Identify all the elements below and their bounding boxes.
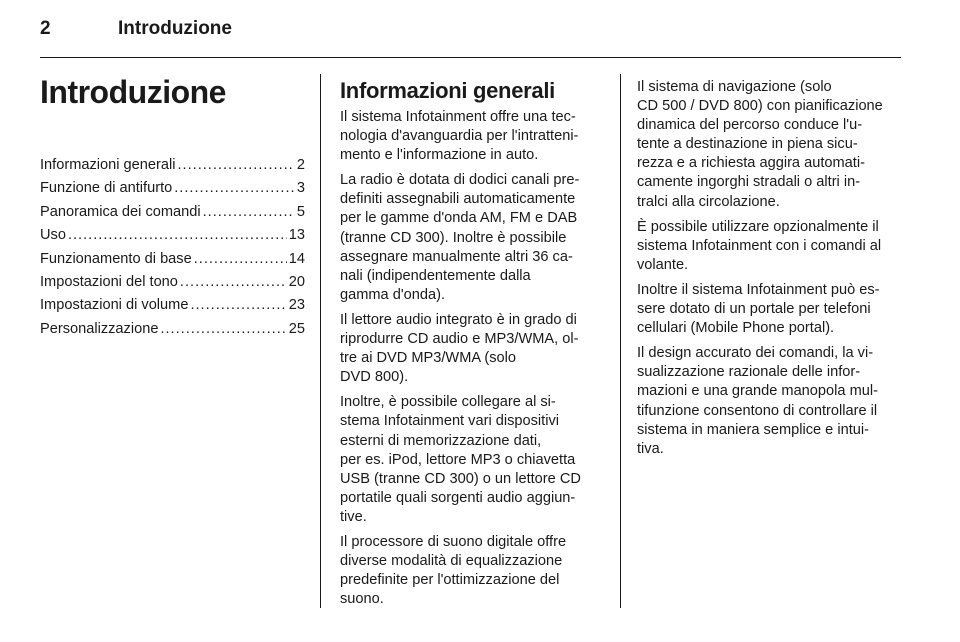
header-rule xyxy=(40,57,901,58)
toc-entry-label: Impostazioni di volume xyxy=(40,297,189,314)
toc-entry-page: 23 xyxy=(288,297,305,314)
toc-entry-panoramica-dei-comandi[interactable] xyxy=(40,201,305,224)
toc-entry-page: 13 xyxy=(288,227,305,244)
toc-entry-impostazioni-del-tono[interactable] xyxy=(40,271,305,294)
toc-entry-page: 25 xyxy=(288,320,305,337)
toc-leader-dots xyxy=(174,177,295,200)
toc-leader-dots xyxy=(203,201,295,224)
body-paragraph: Inoltre, è possibile collegare al si- stema Infotainment vari dispositivi esterni di memorizzazione dati, per es. iPod, lettore MP3 o chiavetta USB (tranne CD 300) o un lettore CD portatile quali sorgenti audio aggiun- tive. xyxy=(340,394,581,525)
toc-entry-informazioni-generali[interactable] xyxy=(40,154,305,177)
toc-entry-page: 5 xyxy=(296,203,305,220)
section-column xyxy=(340,78,608,615)
toc-entry-label: Funzione di antifurto xyxy=(40,180,173,197)
page-number: 2 xyxy=(40,18,51,39)
toc-leader-dots xyxy=(180,271,287,294)
toc-entry-page: 3 xyxy=(296,180,305,197)
toc-entry-page: 2 xyxy=(296,157,305,173)
toc-entry-funzionamento-di-base[interactable] xyxy=(40,248,305,271)
toc-entry-label: Uso xyxy=(40,227,66,244)
body-paragraph: Il sistema di navigazione (solo CD 500 / DVD 800) con pianificazione dinamica del percorso conduce l'u- tente a destinazione in piena sicu- rezza e a richiesta aggira automati- camente ingorghi stradali o altri in- tralci alla circolazione. xyxy=(637,79,883,210)
body-paragraph: Il processore di suono digitale offre diverse modalità di equalizzazione predefinite per l'ottimizzazione del suono. xyxy=(340,533,567,608)
body-paragraph: Il sistema Infotainment offre una tec- nologia d'avanguardia per l'intratteni- mento e l'informazione in auto. xyxy=(340,109,579,164)
continued-column xyxy=(637,78,905,465)
toc-leader-dots xyxy=(190,294,286,317)
toc-column xyxy=(40,70,305,341)
body-paragraph: Inoltre il sistema Infotainment può es- sere dotato di un portale per telefoni cellulari (Mobile Phone portal). xyxy=(637,281,880,337)
toc-entry-personalizzazione[interactable] xyxy=(40,318,305,341)
toc-leader-dots xyxy=(68,224,287,247)
column-divider xyxy=(620,74,621,608)
running-header-title: Introduzione xyxy=(118,18,232,39)
toc-entry-uso[interactable] xyxy=(40,224,305,247)
page-header xyxy=(40,18,900,48)
toc-leader-dots xyxy=(177,154,294,177)
section-title: Informazioni generali xyxy=(340,78,555,103)
toc-entry-label: Funzionamento di base xyxy=(40,250,192,267)
toc-entry-page: 20 xyxy=(288,274,305,291)
table-of-contents xyxy=(40,154,305,341)
toc-entry-impostazioni-di-volume[interactable] xyxy=(40,294,305,317)
toc-entry-page: 14 xyxy=(288,250,305,267)
toc-entry-label: Personalizzazione xyxy=(40,320,159,337)
body-paragraph: Il design accurato dei comandi, la vi- sualizzazione razionale delle infor- mazioni e una grande manopola mul- tifunzione consentono di controllare il sistema in maniera semplice e intui- tiva. xyxy=(637,345,878,457)
toc-entry-label: Informazioni generali xyxy=(40,157,176,173)
column-divider xyxy=(320,74,321,608)
toc-leader-dots xyxy=(194,248,287,271)
toc-leader-dots xyxy=(160,318,286,341)
toc-entry-label: Panoramica dei comandi xyxy=(40,203,201,220)
body-paragraph: È possibile utilizzare opzionalmente il sistema Infotainment con i comandi al volante. xyxy=(637,218,882,273)
toc-entry-label: Impostazioni del tono xyxy=(40,274,178,291)
toc-entry-funzione-di-antifurto[interactable] xyxy=(40,177,305,200)
body-paragraph: La radio è dotata di dodici canali pre- definiti assegnabili automaticamente per le gamme d'onda AM, FM e DAB (tranne CD 300). Inoltre è possibile assegnare manualmente altri 36 ca- nali (indipendentemente dalla gamma d'onda). xyxy=(340,172,580,303)
body-paragraph: Il lettore audio integrato è in grado di riprodurre CD audio e MP3/WMA, ol- tre ai DVD MP3/WMA (solo DVD 800). xyxy=(340,311,579,386)
chapter-title: Introduzione xyxy=(40,74,226,110)
